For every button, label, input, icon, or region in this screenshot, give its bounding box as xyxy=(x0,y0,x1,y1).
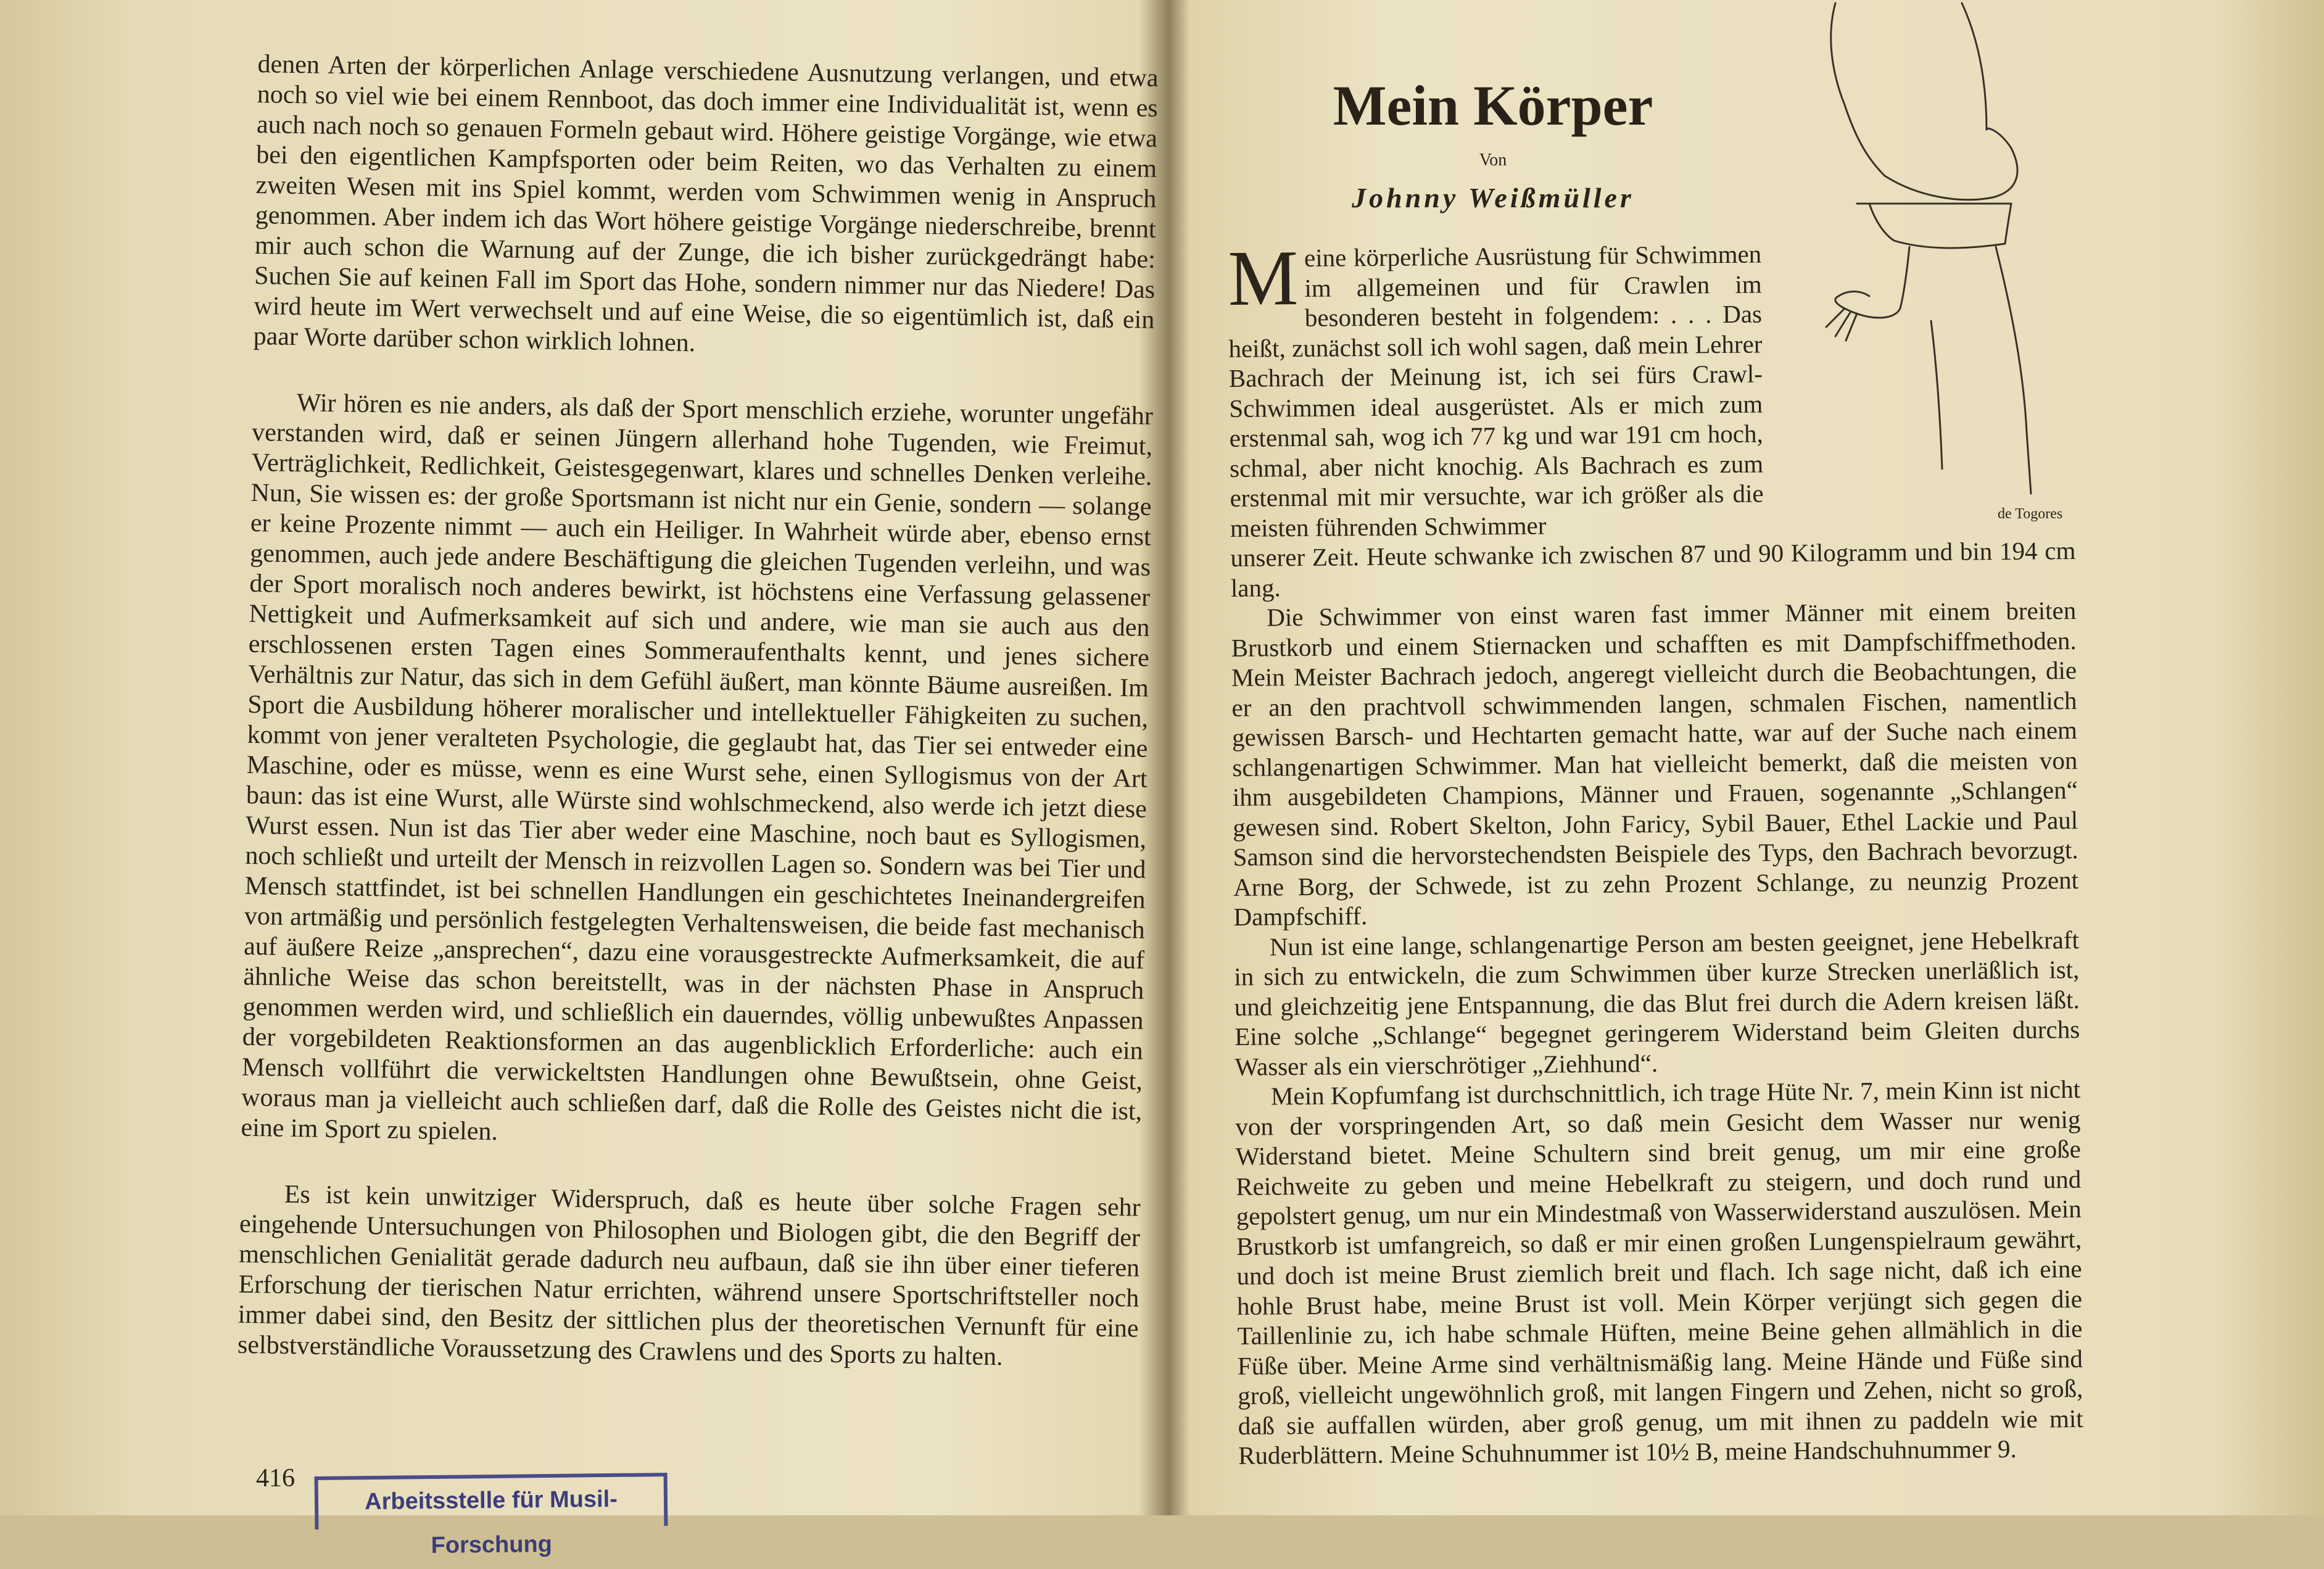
article-title: Mein Körper xyxy=(1333,74,1653,137)
page-number: 416 xyxy=(256,1464,295,1492)
body-paragraph: Es ist kein unwitziger Widerspruch, daß es heute über solche Fragen sehr eingehende Untersuchungen von Philosophen und Biologen gibt, die den Begriff der menschlichen Genialität gerade dadurch neu aufbaun, daß sie ihn über einer tieferen Erforschung der tierischen Natur errichten, während unsere Sportschriftsteller noch immer dabei sind, den Besitz der sittlichen plus der theoretischen Vernunft für eine selbstverständliche Voraussetzung des Crawlens und des Sports zu halten. xyxy=(237,1180,1141,1372)
article-author: Johnny Weißmüller xyxy=(1352,182,1634,213)
drop-cap: M xyxy=(1227,234,1299,322)
lead-paragraph-text: eine körperliche Ausrüstung für Schwimmen im allgemeinen und für Crawlen im besonderen besteht in folgendem: . . . Das heißt, zunächst soll ich wohl sagen, daß mein Lehrer Bachrach der Meinung ist, ich sei fürs Crawl-Schwimmen ideal ausgerüstet. Als er mich zum erstenmal sah, wog ich 77 kg und war 191 cm hoch, schmal, aber nicht knochig. Als Bachrach es zum erstenmal mit mir versuchte, war ich größer als die meisten führenden Schwimmer xyxy=(1228,239,1764,542)
body-paragraph: Die Schwimmer von einst waren fast immer Männer mit einem breiten Brustkorb und einem Stiernacken und schafften es mit Dampfschiffmethoden. Mein Meister Bachrach jedoch, angeregt vielleicht durch die Beobachtungen, die er an den prachtvoll schwimmenden langen, schmalen Fischen, namentlich gewissen Barsch- und Hechtarten gemacht hatte, war auf der Suche nach einem schlangenartigen Schwimmer. Man hat vielleicht bemerkt, daß die meisten von ihm ausgebildeten Champions, Männer und Frauen, sogenannte „Schlangen“ gewesen sind. Robert Skelton, John Faricy, Sybil Bauer, Ethel Lackie und Paul Samson sind die hervorstechendsten Beispiele des Typs, den Bachrach bevorzugt. Arne Borg, der Schwede, ist zu zehn Prozent Schlange, zu neunzig Prozent Dampfschiff. xyxy=(1231,596,2079,931)
left-page xyxy=(0,0,1160,1559)
body-paragraph: Wir hören es nie anders, als daß der Sport menschlich erziehe, worunter ungefähr verstanden wird, daß er seinen Jüngern allerhand hohe Tugenden, wie Freimut, Verträglichkeit, Redlichkeit, Geistesgegenwart, klares und schnelles Denken verleihe. Nun, Sie wissen es: der große Sportsmann ist nicht nur ein Genie, sondern — solange er keine Prozente nimmt — auch ein Heiliger. In Wahrheit würde aber, ebenso ernst genommen, auch jede andere Beschäftigung die gleichen Tugenden verleihn, und was der Sport moralisch noch anderes bewirkt, ist höchstens eine Verfassung gelassener Nettigkeit und Aufmerksamkeit auf sich und andere, wie man sie auch aus den erschlossenen ersten Tagen eines Sommeraufenthalts kennt, und jenes sichere Verhältnis zur Natur, das sich in dem Gefühl äußert, man könnte Bäume ausreißen. Im Sport die Ausbildung höherer moralischer und intellektueller Fähigkeiten zu suchen, kommt von jener veralteten Psychologie, die geglaubt hat, das Tier sei entweder eine Maschine, oder es müsse, wenn es eine Wurst sehe, einen Syllogismus von der Art baun: das ist eine Wurst, alle Würste sind wohlschmeckend, also werde ich jetzt diese Wurst essen. Nun ist das Tier aber weder eine Maschine, noch baut es Syllogismen, noch schließt und urteilt der Mensch in reizvollen Lagen so. Sondern was bei Tier und Mensch stattfindet, ist bei schnellen Handlungen ein geschichtetes Ineinandergreifen von artmäßig und persönlich festgelegten Verhaltensweisen, die beide fast mechanisch auf äußere Reize „ansprechen“, dazu eine vorausgestreckte Aufmerksamkeit, die auf ähnliche Weise das schon bereitstellt, was in der nächsten Phase in Anspruch genommen werden wird, und schließlich ein dauerndes, völlig unbewußtes Anpassen der vorgebildeten Reaktionsformen an das augenblicklich Erforderliche: auch ein Mensch vollführt die verwickeltsten Handlungen ohne Bewußtsein, ohne Geist, woraus man ja vielleicht auch schließen darf, daß die Rolle des Geistes nicht die ist, eine im Sport zu spielen. xyxy=(241,389,1154,1146)
library-stamp: Arbeitsstelle für Musil-Forschung xyxy=(315,1473,668,1530)
lead-paragraph xyxy=(1227,234,1764,543)
byline-prefix: Von xyxy=(1479,151,1507,170)
body-paragraph: Mein Kopfumfang ist durchschnittlich, ich trage Hüte Nr. 7, mein Kinn ist nicht von der vorspringenden Art, so daß mein Gesicht dem Wasser nur wenig Widerstand bietet. Meine Schultern sind breit genug, um mir eine große Reichweite zu geben und meine Hebelkraft zu steigern, und doch rund und gepolstert genug, um nur ein Mindestmaß von Wasserwiderstand auszulösen. Mein Brustkorb ist umfangreich, so daß er mir einen großen Lungenspielraum gewährt, und doch ist meine Brust ziemlich breit und flach. Ich sage nicht, daß ich eine hohle Brust habe, meine Brust ist voll. Mein Körper verjüngt sich gegen die Taillenlinie zu, ich habe schmale Hüften, meine Beine gehen allmählich in die Füße über. Meine Arme sind verhältnismäßig lang. Meine Hände und Füße sind groß, vielleicht ungewöhnlich groß, mit langen Fingern und Zehen, nicht so groß, daß sie auffallen würden, aber groß genug, um mit ihnen zu paddeln wie mit Ruderblättern. Meine Schuhnummer ist 10½ B, meine Handschuhnummer 9. xyxy=(1235,1074,2083,1470)
drawing-caption: de Togores xyxy=(1998,506,2063,522)
lead-paragraph-continuation: unserer Zeit. Heute schwanke ich zwischen 87 und 90 Kilogramm und bin 194 cm lang. xyxy=(1230,536,2076,602)
body-paragraph: denen Arten der körperlichen Anlage verschiedene Ausnutzung verlangen, und etwa noch so viel wie bei einem Rennboot, das doch immer eine Individualität ist, wenn es auch nach noch so genauen Formeln gebaut wird. Höhere geistige Vorgänge, wie etwa bei den eigentlichen Kampfsporten oder beim Reiten, wo das Verhalten zu einem zweiten Wesen mit ins Spiel kommt, werden vom Schwimmen wenig in Anspruch genommen. Aber indem ich das Wort höhere geistige Vorgänge niederschreibe, brennt mir auch schon die Warnung auf der Zunge, die ich bisher zurückgedrängt habe: Suchen Sie auf keinen Fall im Sport das Hohe, sondern nimmer nur das Niedere! Das wird heute im Wert verwechselt und auf eine Weise, die so eigentümlich ist, daß ein paar Worte darüber schon wirklich lohnen. xyxy=(253,49,1159,358)
left-page-body xyxy=(237,49,1159,1410)
body-paragraph: Nun ist eine lange, schlangenartige Person am besten geeignet, jene Hebelkraft in sich zu entwickeln, die zum Schwimmen über kurze Strecken unerläßlich ist, und gleichzeitig jene Entspannung, die das Blut frei durch die Adern kreisen läßt. Eine solche „Schlange“ begegnet geringerem Widerstand beim Gleiten durchs Wasser als ein vierschrötiger „Ziehhund“. xyxy=(1234,925,2080,1081)
right-page-body xyxy=(1228,236,2083,1470)
